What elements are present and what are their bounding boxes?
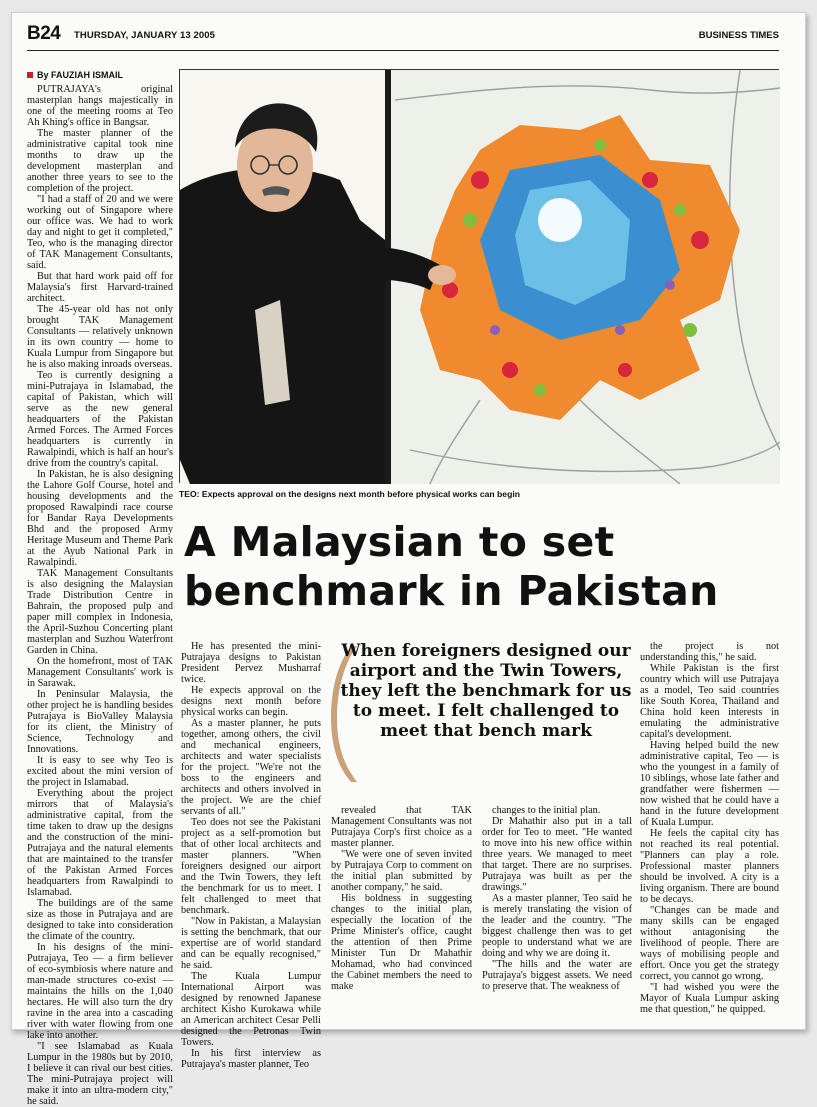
byline-marker-icon [27, 72, 33, 78]
article-paragraph: "Changes can be made and many skills can be engaged without antagonising the livelihood of people. There are ways of mobilising people and effort. Once you get the strategy correct, you cannot go wrong. [640, 905, 779, 982]
byline [27, 70, 123, 80]
article-paragraph: changes to the initial plan. [492, 805, 601, 816]
article-paragraph: In his designs of the mini-Putrajaya, Teo — a firm believer of eco-symbiosis where nature and man-made structures co-exist — maintains the hills on the 1,040 hectares. He will also turn the dry ravine in the area into a cascading river with water flowing from one lake into another. [27, 942, 173, 1041]
article-paragraph: While Pakistan is the first country which will use Putrajaya as a model, Teo said countries like South Korea, Thailand and China hold keen interests in emulating the administrative capital's development. [640, 663, 779, 740]
article-paragraph: Teo is currently designing a mini-Putrajaya in Islamabad, the capital of Pakistan, which will serve as the new general headquarters of the Pakistan Armed Forces. The Armed Forces headquarters is currently in Rawalpindi, which is half an hour's drive from the country's capital. [27, 370, 173, 469]
article-paragraph: "We were one of seven invited by Putrajaya Corp to comment on the initial plan submitted by another company," he said. [331, 849, 472, 893]
article-paragraph: the project is not understanding this," he said. [640, 641, 779, 663]
article-headline [184, 518, 782, 616]
article-paragraph: revealed that TAK Management Consultants was not Putrajaya Corp's first choice as a master planner. [331, 805, 472, 849]
article-paragraph: "I had a staff of 20 and we were working out of Singapore where our office was. We had to work day and night to get it completed," Teo, who is the managing director of TAK Management Consultants, said. [27, 194, 173, 271]
article-paragraph: He has presented the mini-Putrajaya designs to Pakistan President Pervez Musharraf twice. [181, 641, 321, 685]
article-paragraph: His boldness in suggesting changes to the initial plan, especially the location of the Prime Minister's office, caught the attention of then Prime Minister Tun Dr Mahathir Mohamad, who had convinced the Cabinet members the need to make [331, 893, 472, 992]
page-header [27, 23, 779, 53]
article-column-3 [331, 805, 472, 992]
article-paragraph: Dr Mahathir also put in a tall order for Teo to meet. "He wanted to move into his new office within three years. We managed to meet that target. There are no surprises. Putrajaya was built as per the drawings." [482, 816, 632, 893]
article-paragraph: The Kuala Lumpur International Airport was designed by renowned Japanese architect Kisho Kurokawa while an American architect Cesar Pelli designed the Petronas Twin Towers. [181, 971, 321, 1048]
article-paragraph: In his first interview as Putrajaya's master planner, Teo [181, 1048, 321, 1070]
article-paragraph: The master planner of the administrative capital took nine months to draw up the development masterplan and another three years to see to the completion of the project. [27, 128, 173, 194]
article-paragraph: "I had wished you were the Mayor of Kuala Lumpur asking me that question," he quipped. [640, 982, 779, 1015]
article-paragraph: As a master planner, Teo said he is merely translating the vision of the leader and the country. "The biggest challenge then was to get people to understand what we are doing and why we are doing it. [482, 893, 632, 959]
article-paragraph: "I see Islamabad as Kuala Lumpur in the 1980s but by 2010, I believe it can rival our best cities. The mini-Putrajaya project will make it into an ultra-modern city," he said. [27, 1041, 173, 1107]
headline-line-1: A Malaysian to set [184, 518, 615, 566]
issue-date: THURSDAY, JANUARY 13 2005 [74, 30, 216, 41]
article-paragraph: "The hills and the water are Putrajaya's biggest assets. We need to preserve that. The weakness of [482, 959, 632, 992]
pull-quote: When foreigners designed our airport and the Twin Towers, they left the benchmark for us to meet. I felt challenged to meet that bench mark [340, 641, 632, 741]
photo-caption: TEO: Expects approval on the designs next month before physical works can begin [179, 489, 520, 499]
article-paragraph: The buildings are of the same size as those in Putrajaya and are designed to take into consideration the climate of the country. [27, 898, 173, 942]
page-number: B24 [27, 23, 61, 44]
article-paragraph: "Now in Pakistan, a Malaysian is setting the benchmark, that our expertise are of world standard and can be equally recognised," he said. [181, 916, 321, 971]
article-column-1 [27, 84, 173, 1107]
publication-name: BUSINESS TIMES [698, 30, 779, 41]
article-photo [179, 69, 779, 483]
article-column-4 [482, 805, 632, 992]
article-paragraph: He feels the capital city has not reached its real potential. "Planners can play a role. Professional master planners should be involved. A city is a living organism. There are bound to be decays. [640, 828, 779, 905]
article-paragraph: In Pakistan, he is also designing the Lahore Golf Course, hotel and housing developments and the proposed Rawalpindi race course for Bandar Raya Developments Bhd and the proposed Army Heritage Museum and Theme Park at the Ayub National Park in Rawalpindi. [27, 469, 173, 568]
article-column-5 [640, 641, 779, 1015]
article-paragraph: In Peninsular Malaysia, the other project he is handling besides Putrajaya is BioValley Malaysia for its client, the Ministry of Science, Technology and Innovations. [27, 689, 173, 755]
article-column-2 [181, 641, 321, 1070]
photo-masterplan-illustration [180, 70, 780, 484]
article-paragraph: It is easy to see why Teo is excited about the mini version of the project in Islamabad. [27, 755, 173, 788]
article-paragraph: But that hard work paid off for Malaysia's first Harvard-trained architect. [27, 271, 173, 304]
article-paragraph: PUTRAJAYA's original masterplan hangs majestically in one of the meeting rooms at Teo Ah Khing's office in Bangsar. [27, 84, 173, 128]
headline-line-2: benchmark in Pakistan [184, 567, 719, 615]
article-paragraph: TAK Management Consultants is also designing the Malaysian Trade Distribution Centre in Bahrain, the proposed pulp and paper mill complex in Indonesia, the April-Suzhou Concerting plant masterplan and Suzhou Waterfront Garden in China. [27, 568, 173, 656]
article-paragraph: The 45-year old has not only brought TAK Management Consultants — relatively unknown in its own country — home to Kuala Lumpur from Singapore but he is also making inroads overseas. [27, 304, 173, 370]
header-rule [27, 50, 779, 51]
article-paragraph: Everything about the project mirrors that of Malaysia's administrative capital, from the time taken to draw up the designs and the construction of the mini-Putrajaya and the natural elements that are maintained to the transfer of the Pakistan Armed Forces headquarters from Rawalpindi to Islamabad. [27, 788, 173, 898]
article-paragraph: Having helped build the new administrative capital, Teo — is who the youngest in a family of 10 siblings, whose late father and grandfather were fishermen — now wished that he could have a hand in the future development of Kuala Lumpur. [640, 740, 779, 828]
article-paragraph: As a master planner, he puts together, among others, the civil and mechanical engineers, architects and water specialists for the project. "We're not the boss to the engineers and architects and others involved in the project. We are the chief servants of all." [181, 718, 321, 817]
byline-text: By FAUZIAH ISMAIL [37, 70, 124, 80]
article-paragraph: Teo does not see the Pakistani project as a self-promotion but that of other local architects and master planners. "When foreigners designed our airport and the Twin Towers, they left the benchmark for us to meet. I felt challenged to meet that benchmark. [181, 817, 321, 916]
article-paragraph: On the homefront, most of TAK Management Consultants' work is in Sarawak. [27, 656, 173, 689]
article-paragraph: He expects approval on the designs next month before physical works can begin. [181, 685, 321, 718]
